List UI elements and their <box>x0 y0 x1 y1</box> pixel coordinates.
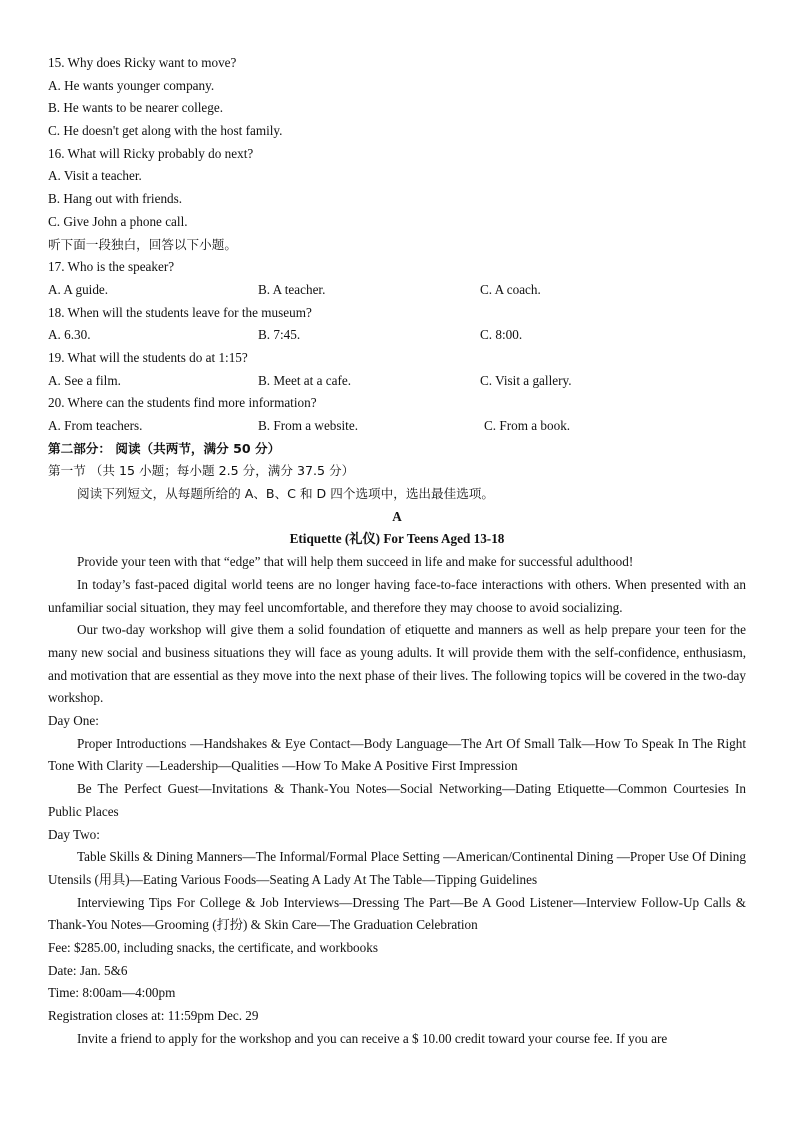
passage-letter: A <box>392 508 402 524</box>
question-20: 20. Where can the students find more information? <box>48 395 317 411</box>
date-info: Date: Jan. 5&6 <box>48 962 128 978</box>
option-19-c: C. Visit a gallery. <box>480 372 572 388</box>
option-20-c: C. From a book. <box>484 418 571 433</box>
day-two-topics-2: Interviewing Tips For College & Job Interviews—Dressing The Part—Be A Good Listener—Interview Follow-Up Calls & Thank-You Notes—Grooming (打扮) & Skin Care—The Graduation Celebration <box>48 894 746 933</box>
passage-paragraph-3: Our two-day workshop will give them a solid foundation of etiquette and manners as well as help prepare your teen for the many new social and business situations they will face as young adults. It will provide them with the self-confidence, enthusiasm, and motivation that are essential as they move into the next phase of their lives. The following topics will be covered in the two-day workshop. <box>48 622 746 706</box>
exam-page <box>48 52 746 1050</box>
passage-paragraph-2: In today’s fast-paced digital world teens are no longer having face-to-face interactions with others. When presented with an unfamiliar social situation, they may feel uncomfortable, and therefore they may choose to avoid socializing. <box>48 576 746 615</box>
passage-paragraph-1: Provide your teen with that “edge” that will help them succeed in life and make for successful adulthood! <box>77 554 634 570</box>
day-one-topics-2: Be The Perfect Guest—Invitations & Thank-You Notes—Social Networking—Dating Etiquette—Common Courtesies In Public Places <box>48 781 746 819</box>
option-20-a: A. From teachers. <box>48 418 143 433</box>
time-info: Time: 8:00am—4:00pm <box>48 985 176 1001</box>
monologue-intro: 听下面一段独白，回答以下小题。 <box>48 236 237 252</box>
option-17-b: B. A teacher. <box>258 281 326 297</box>
question-19: 19. What will the students do at 1:15? <box>48 349 248 365</box>
fee-info: Fee: $285.00, including snacks, the certificate, and workbooks <box>48 940 378 956</box>
question-17: 17. Who is the speaker? <box>48 259 175 275</box>
question-15: 15. Why does Ricky want to move? <box>48 55 237 70</box>
day-two-topics-1: Table Skills & Dining Manners—The Informal/Formal Place Setting —American/Continental Dining —Proper Use Of Dining Utensils (用具)—Eating Various Foods—Seating A Lady At The Table—Tipping Guidelines <box>48 849 746 887</box>
section1-heading: 第一节 （共 15 小题；每小题 2.5 分，满分 37.5 分） <box>48 463 355 479</box>
option-15-a: A. He wants younger company. <box>48 77 215 93</box>
option-15-c: C. He doesn't get along with the host family. <box>48 123 283 139</box>
option-19-b: B. Meet at a cafe. <box>258 372 351 388</box>
options-19 <box>48 370 746 393</box>
option-20-b: B. From a website. <box>258 418 358 433</box>
part2-heading: 第二部分： 阅读（共两节，满分 50 分） <box>48 440 281 456</box>
passage-title: Etiquette (礼仪) For Teens Aged 13-18 <box>289 531 505 547</box>
option-17-a: A. A guide. <box>48 281 109 297</box>
reading-instruction: 阅读下列短文，从每题所给的 A、B、C 和 D 四个选项中，选出最佳选项。 <box>77 486 494 502</box>
day-two-label: Day Two: <box>48 826 100 842</box>
option-16-c: C. Give John a phone call. <box>48 213 188 229</box>
options-17 <box>48 279 746 302</box>
options-18 <box>48 324 746 347</box>
passage-last-line: Invite a friend to apply for the workshop and you can receive a $ 10.00 credit toward your course fee. If you are <box>77 1030 668 1046</box>
registration-info: Registration closes at: 11:59pm Dec. 29 <box>48 1008 259 1024</box>
option-18-c: C. 8:00. <box>480 327 523 343</box>
option-17-c: C. A coach. <box>480 281 541 297</box>
option-19-a: A. See a film. <box>48 372 121 388</box>
day-one-topics-1: Proper Introductions —Handshakes & Eye Contact—Body Language—The Art Of Small Talk—How To Speak In The Right Tone With Clarity —Leadership—Qualities —How To Make A Positive First Impression <box>48 735 746 774</box>
day-one-label: Day One: <box>48 713 99 729</box>
question-18: 18. When will the students leave for the museum? <box>48 304 312 320</box>
option-18-a: A. 6.30. <box>48 327 91 343</box>
options-20 <box>48 415 746 438</box>
option-15-b: B. He wants to be nearer college. <box>48 100 224 116</box>
option-16-a: A. Visit a teacher. <box>48 168 142 184</box>
option-18-b: B. 7:45. <box>258 327 301 343</box>
question-16: 16. What will Ricky probably do next? <box>48 145 254 161</box>
option-16-b: B. Hang out with friends. <box>48 191 183 207</box>
